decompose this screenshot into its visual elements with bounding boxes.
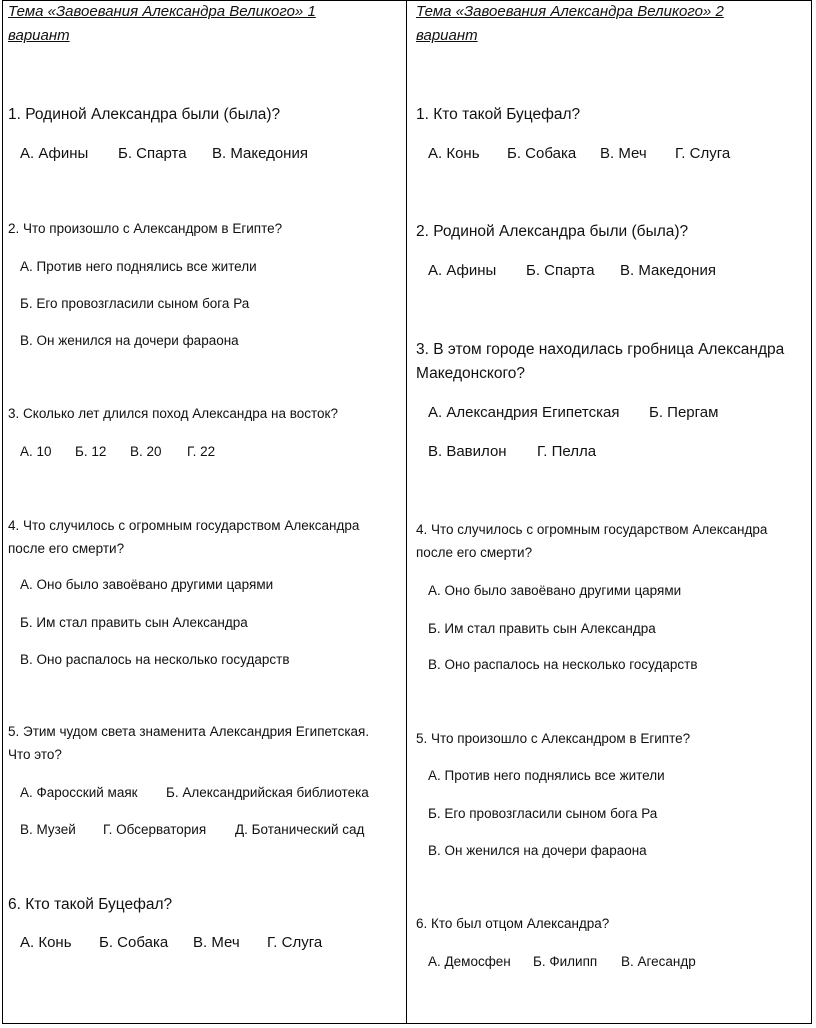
v2-q2-option-b: Б. Спарта — [526, 262, 595, 279]
v1-q5-option-b: Б. Александрийская библиотека — [166, 785, 369, 800]
v2-question-3-line2: Македонского? — [416, 365, 526, 382]
v1-q4-option-a: А. Оно было завоёвано другими царями — [20, 577, 274, 592]
v1-q6-option-c: В. Меч — [193, 934, 240, 951]
v1-q3-option-a: А. 10 — [20, 444, 52, 459]
v1-q1-option-b: Б. Спарта — [118, 145, 187, 162]
v1-q1-option-c: В. Македония — [212, 145, 308, 162]
v2-question-3-line1: 3. В этом городе находилась гробница Александра — [416, 341, 785, 358]
v1-q5-option-a: А. Фаросский маяк — [20, 785, 138, 800]
v2-q3-option-c: В. Вавилон — [428, 443, 507, 460]
v2-q5-option-b: Б. Его провозгласили сыном бога Ра — [428, 806, 658, 821]
v2-q1-option-c: В. Меч — [600, 145, 647, 162]
v1-q2-option-c: В. Он женился на дочери фараона — [20, 333, 239, 348]
v2-q5-option-a: А. Против него поднялись все жители — [428, 768, 665, 783]
v1-q5-option-d: Г. Обсерватория — [103, 822, 207, 837]
v1-question-5-line2: Что это? — [8, 747, 62, 762]
v1-q1-option-a: А. Афины — [20, 145, 89, 162]
v1-q6-option-b: Б. Собака — [99, 934, 169, 951]
v2-q1-option-b: Б. Собака — [507, 145, 577, 162]
v2-q4-option-b: Б. Им стал править сын Александра — [428, 621, 656, 636]
variant-1-header-line1: Тема «Завоевания Александра Великого» 1 — [8, 3, 316, 20]
v2-question-4-line2: после его смерти? — [416, 545, 533, 560]
variant-2-header-line2: вариант — [416, 27, 478, 44]
v1-q2-option-a: А. Против него поднялись все жители — [20, 259, 257, 274]
variant-1-header-line2: вариант — [8, 27, 70, 44]
v1-question-3: 3. Сколько лет длился поход Александра на восток? — [8, 406, 338, 421]
v1-question-4-line2: после его смерти? — [8, 541, 125, 556]
v1-q5-option-e: Д. Ботанический сад — [235, 822, 365, 837]
v1-question-2: 2. Что произошло с Александром в Египте? — [8, 221, 283, 236]
v2-q6-option-a: А. Демосфен — [428, 954, 511, 969]
v2-q4-option-c: В. Оно распалось на несколько государств — [428, 657, 698, 672]
v1-q5-option-c: В. Музей — [20, 822, 76, 837]
v2-q3-option-a: А. Александрия Египетская — [428, 404, 620, 421]
v2-q1-option-a: А. Конь — [428, 145, 480, 162]
v1-q3-option-c: В. 20 — [130, 444, 162, 459]
v2-q2-option-a: А. Афины — [428, 262, 497, 279]
v2-q3-option-d: Г. Пелла — [537, 443, 597, 460]
v2-q1-option-d: Г. Слуга — [675, 145, 731, 162]
v1-q4-option-c: В. Оно распалось на несколько государств — [20, 652, 290, 667]
v1-q4-option-b: Б. Им стал править сын Александра — [20, 615, 248, 630]
v1-q6-option-a: А. Конь — [20, 934, 72, 951]
v1-q6-option-d: Г. Слуга — [267, 934, 323, 951]
v1-q3-option-b: Б. 12 — [75, 444, 107, 459]
v2-q2-option-c: В. Македония — [620, 262, 716, 279]
v2-q6-option-c: В. Агесандр — [621, 954, 696, 969]
v2-q5-option-c: В. Он женился на дочери фараона — [428, 843, 647, 858]
v2-q6-option-b: Б. Филипп — [533, 954, 598, 969]
variant-2-header-line1: Тема «Завоевания Александра Великого» 2 — [416, 3, 724, 20]
v2-question-1: 1. Кто такой Буцефал? — [416, 106, 581, 123]
v2-question-2: 2. Родиной Александра были (была)? — [416, 223, 689, 240]
v1-q3-option-d: Г. 22 — [187, 444, 216, 459]
v2-question-4-line1: 4. Что случилось с огромным государством Александра — [416, 522, 768, 537]
v1-q2-option-b: Б. Его провозгласили сыном бога Ра — [20, 296, 250, 311]
column-divider — [406, 0, 407, 1024]
v1-question-1: 1. Родиной Александра были (была)? — [8, 106, 281, 123]
v1-question-4-line1: 4. Что случилось с огромным государством Александра — [8, 518, 360, 533]
v2-question-6: 6. Кто был отцом Александра? — [416, 916, 610, 931]
v2-q3-option-b: Б. Пергам — [649, 404, 719, 421]
v2-question-5: 5. Что произошло с Александром в Египте? — [416, 731, 691, 746]
v1-question-6: 6. Кто такой Буцефал? — [8, 896, 173, 913]
v2-q4-option-a: А. Оно было завоёвано другими царями — [428, 583, 682, 598]
v1-question-5-line1: 5. Этим чудом света знаменита Александрия Египетская. — [8, 724, 370, 739]
